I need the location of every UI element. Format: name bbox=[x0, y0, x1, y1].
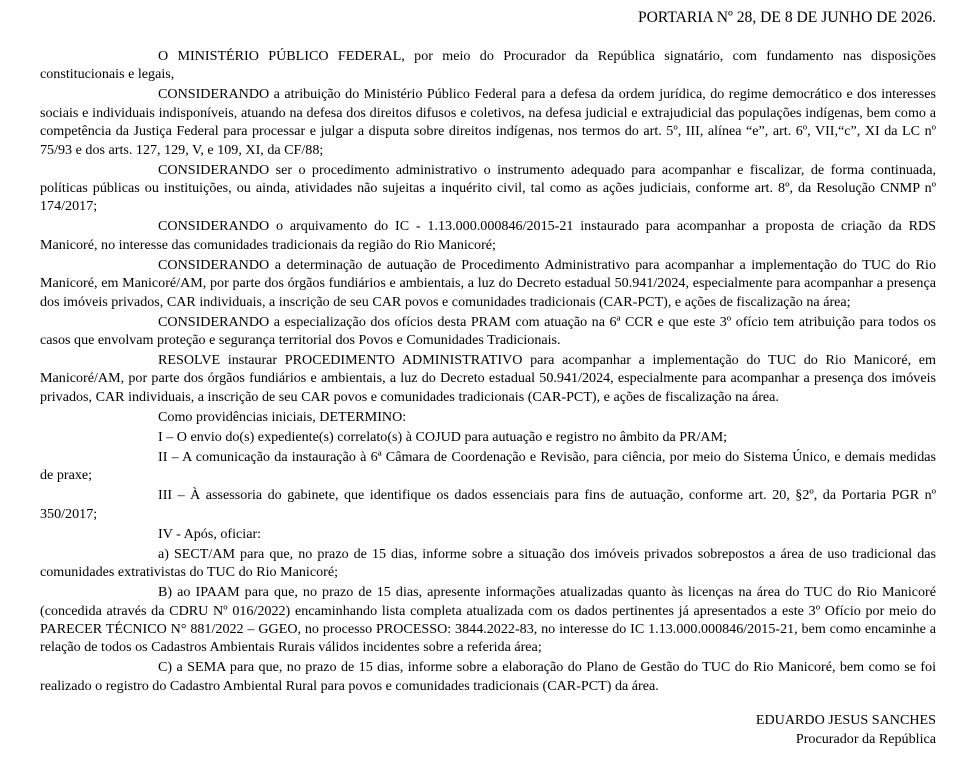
list-item-c: C) a SEMA para que, no prazo de 15 dias, informe sobre a elaboração do Plano de Gestão do TUC do Rio Manicoré, bem como se foi realizado o registro do Cadastro Ambiental Rural para povos e comunidades tradicionais (CAR-PCT) da área. bbox=[40, 659, 936, 694]
signature-block bbox=[756, 711, 936, 749]
paragraph-considerando-especializacao: CONSIDERANDO a especialização dos ofícios desta PRAM com atuação na 6ª CCR e que este 3º ofício tem atribuição para todos os casos que envolvam proteção e segurança territorial dos Povos e Comunidades Tradicionais. bbox=[40, 313, 936, 349]
list-item-a: a) SECT/AM para que, no prazo de 15 dias, informe sobre a situação dos imóveis privados sobrepostos a área de uso tradicional das comunidades extrativistas do TUC do Rio Manicoré; bbox=[40, 545, 936, 581]
list-item-i: I – O envio do(s) expediente(s) correlato(s) à COJUD para autuação e registro no âmbito da PR/AM; bbox=[158, 428, 728, 445]
paragraph-considerando-determinacao: CONSIDERANDO a determinação de autuação de Procedimento Administrativo para acompanhar a implementação do TUC do Rio Manicoré, em Manicoré/AM, por parte dos órgãos fundiários e ambientais, a luz do Decreto estadual 50.941/2024, especialmente para acompanhar a presença dos imóveis privados, CAR individuais, a inscrição de seu CAR povos e comunidades tradicionais (CAR-PCT), e ações de fiscalização na área; bbox=[40, 256, 936, 310]
paragraph-preamble: O MINISTÉRIO PÚBLICO FEDERAL, por meio do Procurador da República signatário, com fundamento nas disposições constitucionais e legais, bbox=[40, 48, 936, 83]
paragraph-considerando-arquivamento: CONSIDERANDO o arquivamento do IC - 1.13.000.000846/2015-21 instaurado para acompanhar a proposta de criação da RDS Manicoré, no interesse das comunidades tradicionais da região do Rio Manicoré; bbox=[40, 218, 936, 253]
page-title: PORTARIA Nº 28, DE 8 DE JUNHO DE 2026. bbox=[637, 9, 936, 26]
signature-name: EDUARDO JESUS SANCHES bbox=[755, 712, 936, 728]
document-body bbox=[40, 8, 936, 695]
paragraph-determino: Como providências iniciais, DETERMINO: bbox=[158, 408, 407, 425]
signature-role: Procurador da República bbox=[795, 731, 936, 747]
list-item-ii: II – A comunicação da instauração à 6ª Câmara de Coordenação e Revisão, para ciência, por meio do Sistema Único, e demais medidas de praxe; bbox=[40, 448, 936, 484]
paragraph-resolve: RESOLVE instaurar PROCEDIMENTO ADMINISTRATIVO para acompanhar a implementação do TUC do Rio Manicoré, em Manicoré/AM, por parte dos órgãos fundiários e ambientais, a luz do Decreto estadual 50.941/2024, especialmente para acompanhar a presença dos imóveis privados, CAR individuais, a inscrição de seu CAR povos e comunidades tradicionais (CAR-PCT), e ações de fiscalização na área. bbox=[40, 352, 936, 405]
paragraph-considerando-atribuicao: CONSIDERANDO a atribuição do Ministério Público Federal para a defesa da ordem jurídica, do regime democrático e dos interesses sociais e individuais indisponíveis, atuando na defesa dos direitos difusos e coletivos, na defesa judicial e extrajudicial das populações indígenas, bem como a competência da Justiça Federal para processar e julgar a disputa sobre direitos indígenas, nos termos do art. 5º, III, alínea “e”, art. 6º, VII,“c”, XI da LC nº 75/93 e dos arts. 127, 129, V, e 109, XI, da CF/88; bbox=[40, 86, 936, 158]
list-item-iv: IV - Após, oficiar: bbox=[158, 525, 262, 542]
paragraph-considerando-procedimento: CONSIDERANDO ser o procedimento administrativo o instrumento adequado para acompanhar e fiscalizar, de forma continuada, políticas públicas ou instituições, ou ainda, atividades não sujeitas a inquérito civil, tal como as ações judiciais, conforme art. 8º, da Resolução CNMP nº 174/2017; bbox=[40, 161, 936, 215]
list-item-b: B) ao IPAAM para que, no prazo de 15 dias, apresente informações atualizadas quanto às licenças na área do TUC do Rio Manicoré (concedida através da CDRU Nº 016/2022) encaminhando lista completa atualizada com os dados pertinentes já apresentados a este 3º Ofício por meio do PARECER TÉCNICO N° 881/2022 – GGEO, no processo PROCESSO: 3844.2022-83, no interesse do IC 1.13.000.000846/2015-21, bem como encaminhe a relação de todos os Cadastros Ambientais Rurais válidos incidentes sobre a referida área; bbox=[40, 584, 936, 656]
list-item-iii: III – À assessoria do gabinete, que identifique os dados essenciais para fins de autuação, conforme art. 20, §2º, da Portaria PGR nº 350/2017; bbox=[40, 487, 936, 522]
